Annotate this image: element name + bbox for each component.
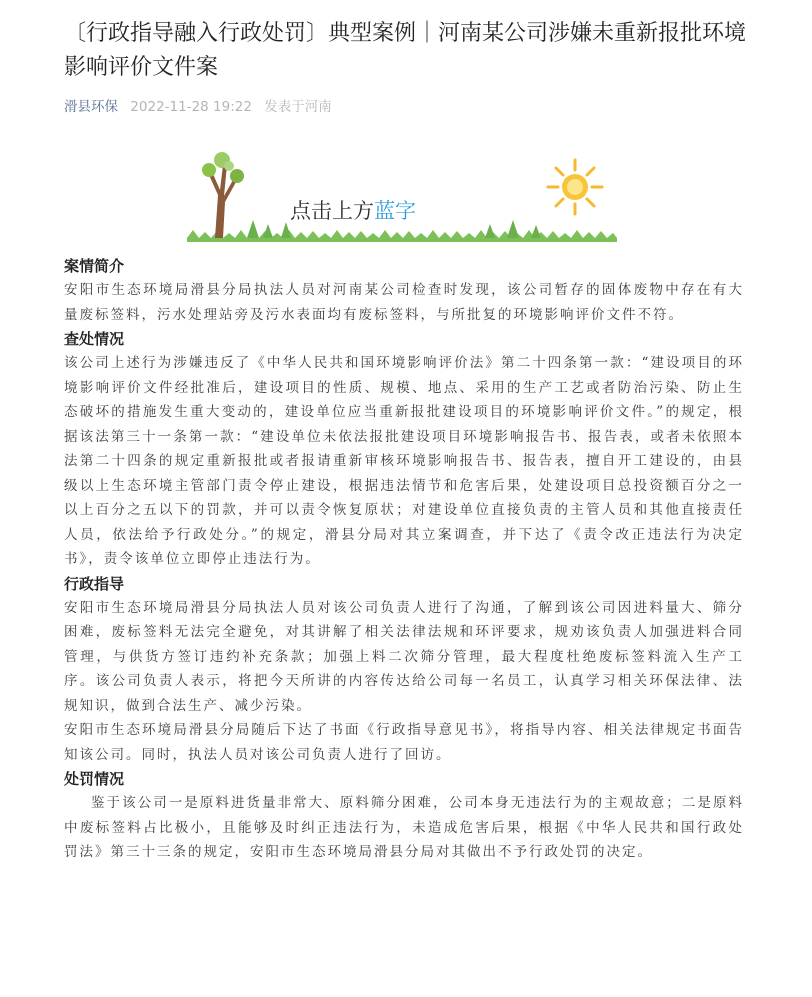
section-guidance xyxy=(64,572,744,768)
article-title: 〔行政指导融入行政处罚〕典型案例｜河南某公司涉嫌未重新报批环境影响评价文件案 xyxy=(64,21,747,80)
section-heading: 处罚情况 xyxy=(64,770,125,788)
section-heading: 查处情况 xyxy=(64,330,125,348)
account-name-link[interactable]: 滑县环保 xyxy=(64,99,118,115)
article-body xyxy=(64,254,744,865)
section-case-summary xyxy=(64,254,744,327)
publish-date: 2022-11-28 19:22 xyxy=(130,99,252,115)
publish-location: 发表于河南 xyxy=(264,99,332,115)
sun-icon xyxy=(548,160,602,214)
banner-text-highlight: 蓝字 xyxy=(374,199,416,223)
section-paragraph: 安阳市生态环境局滑县分局执法人员对该公司负责人进行了沟通，了解到该公司因进料量大、筛分困难，废标签料无法完全避免，对其讲解了相关法律法规和环评要求，规劝该负责人加强进料合同管理，与供货方签订违约补充条款；加强上料二次筛分管理，最大程度杜绝废标签料流入生产工序。该公司负责人表示，将把今天所讲的内容传达给公司每一名员工，认真学习相关环保法律、法规知识，做到合法生产、减少污染。 xyxy=(64,599,744,714)
section-paragraph: 安阳市生态环境局滑县分局随后下达了书面《行政指导意见书》，将指导内容、相关法律规定书面告知该公司。同时，执法人员对该公司负责人进行了回访。 xyxy=(64,722,744,763)
section-paragraph: 安阳市生态环境局滑县分局执法人员对河南某公司检查时发现，该公司暂存的固体废物中存在有大量废标签料，污水处理站旁及污水表面均有废标签料，与所批复的环境影响评价文件不符。 xyxy=(64,282,744,323)
section-paragraph: 该公司上述行为涉嫌违反了《中华人民共和国环境影响评价法》第二十四条第一款：“建设项目的环境影响评价文件经批准后，建设项目的性质、规模、地点、采用的生产工艺或者防治污染、防止生态破坏的措施发生重大变动的，建设单位应当重新报批建设项目的环境影响评价文件。”的规定，根据该法第三十一条第一款：“建设单位未依法报批建设项目环境影响报告书、报告表，或者未依照本法第二十四条的规定重新报批或者报请重新审核环境影响报告书、报告表，擅自开工建设的，由县级以上生态环境主管部门责令停止建设，根据违法情节和危害后果，处建设项目总投资额百分之一以上百分之五以下的罚款，并可以责令恢复原状；对建设单位直接负责的主管人员和其他直接责任人员，依法给予行政处分。”的规定，滑县分局对其立案调查，并下达了《责令改正违法行为决定书》，责令该单位立即停止违法行为。 xyxy=(64,355,744,567)
follow-banner[interactable] xyxy=(185,150,617,250)
section-heading: 行政指导 xyxy=(64,574,125,593)
section-penalty xyxy=(64,767,744,865)
article-meta xyxy=(64,95,332,115)
banner-text-prefix: 点击上方 xyxy=(290,199,374,223)
banner-caption xyxy=(290,195,416,225)
tree-icon xyxy=(202,152,244,238)
section-paragraph: 鉴于该公司一是原料进货量非常大、原料筛分困难，公司本身无违法行为的主观故意；二是原料中废标签料占比极小，且能够及时纠正违法行为，未造成危害后果，根据《中华人民共和国行政处罚法》第三十三条的规定，安阳市生态环境局滑县分局对其做出不予行政处罚的决定。 xyxy=(64,795,744,860)
section-heading: 案情简介 xyxy=(64,257,125,275)
section-investigation xyxy=(64,327,744,572)
